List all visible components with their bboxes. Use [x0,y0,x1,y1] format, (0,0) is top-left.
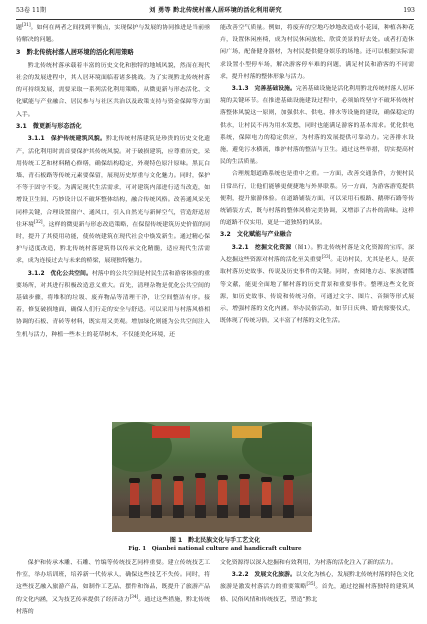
left-column [16,22,210,341]
paragraph-text: 。通过这些措施，黔北传统村落的 [16,596,211,615]
citation: [33] [321,254,331,260]
subsection-lead: 3.1.2 优化公共空间。 [27,270,92,277]
figure-photo [112,422,312,532]
citation: [35] [306,581,316,587]
paragraph-text: 完善基础设施是活化利用黔北传统村落人居环境的关键环节。在推进基础设施建设过程中，必须始终坚守不破坏传统村落整体风貌这一原则，加强供水、供电、排水等设施的建设，确保稳定的供水，让村民不再为用水发愁，同时也能满足游客的基本需求。优化供电系统，保障电力的稳定供应，为村落的发展提供可靠动力。完善排水设施，避免污水横流，维护村落的整洁与卫生。通过这些举措，切实提高村民的生活质量。 [220,86,415,166]
section-heading: 3 黔北传统村落人居环境的活化利用策略 [16,49,134,57]
citation: [34] [129,593,139,599]
paragraph [220,83,414,168]
subsection-lead: 3.1.1 保护传统建筑风貌。 [27,136,107,143]
paragraph-text: 文化资源得以深入挖掘和有效利用，为村落的活化注入了新的活力。 [220,560,397,566]
paragraph-text: 题 [16,25,22,31]
paragraph-text: 保护和传承木雕、石雕、竹编等传统技艺同样重要。建立传统技艺工作室，举办培训班，培养新一代传承人，确保这些技艺不失传。同时，将这些技艺融入旅游产品，如制作工艺品、摆件和饰品，既提升了旅游产品的文化内涵，又为技艺传承提供了经济动力 [16,560,210,603]
bottom-left-column [16,557,210,618]
figure-caption-cn: 图 1 黔北民族文化与手工艺文化 [169,537,261,544]
paragraph [220,569,414,606]
figure-1 [16,422,414,554]
subsection-lead: 3.2.1 挖掘文化资源 [231,245,292,252]
paragraph [220,22,414,83]
subsection-lead: 3.1.3 完善基础设施。 [231,86,296,93]
paragraph [220,168,414,229]
paragraph [220,242,414,327]
paragraph [220,557,414,569]
figure-caption-en: Fig. 1 Qianbei national culture and handicraft culture [128,546,302,552]
paragraph [16,60,210,121]
issue-label: 53卷 11期 [16,7,47,14]
paragraph [16,22,210,46]
paragraph-text: 。首先，通过挖掘村落独特的建筑风格、民俗风情和传统技艺，塑造“黔北 [220,584,414,603]
paragraph [16,268,210,341]
section-heading: 3.2 文化赋能与产业融合 [220,231,292,239]
paragraph-text: （图1）。黔北传统村落是文化资源的宝库，深入挖掘这些资源对村落的活化至关重要 [220,245,414,264]
section-heading: 3.1 微更新与形态活化 [16,122,82,130]
citation: [32] [33,218,43,224]
paragraph-text: 黔北传统村落承载着丰富的历史文化和独特的地域风貌，然而在现代社会的发展进程中，其人居环境面临着诸多挑战。为了实现黔北传统村落的可持续发展，需要采取一系列活化利用策略，从微更新与形态活化、文化赋能与产业融合、居民参与与社区共治以及政策支持与资金保障等方面入手。 [16,62,210,118]
subsection-lead: 3.2.2 发展文化旅游。 [231,572,296,579]
paragraph-text: 以文化为核心，发展黔北传统村落的特色文化旅游是激发村落活力的重要策略 [220,572,415,591]
right-column [220,22,414,327]
page-header [16,5,415,17]
page-number: 193 [403,7,415,14]
paragraph-text: 黔北传统村落建筑是珍贵的历史文化遗产，活化利用时需首要保护其传统风貌。对于破损建筑，应尊重历史，采用传统工艺和材料精心修缮，确保结构稳定，外观特色原汁原味。黑瓦白墙、青石板路等传统元素要保留，展现历史厚重与文化魅力。同时，保护不等于固守不变。为满足现代生活需求，可对建筑内部进行适当改造，如增设卫生间、巧妙设计以不破坏整体结构，融合传统风格。改善通风采光同样关键，合理设置窗户、通风口，引入自然光与新鲜空气，营造舒适居住环境 [16,136,210,228]
bottom-right-column [220,557,414,606]
paragraph-text: 。如何在两者之间找到平衡点，实现保护与发展的协同推进是当前亟待解决的问题。 [16,25,211,44]
citation: [31] [21,22,31,27]
paragraph-text: 能改善空气质量。例如，将废弃的空地巧妙地改造成小花园，种植各种花卉，设置休闲座椅，成为村民休闲放松、欣赏美景的好去处。或者打造休闲广场，配备健身器材，为村民提供健身娱乐的场地。还可以根据实际需求设置小型停车场，解决游客停车难的问题，满足村民和游客的不同需求，提升村落的整体形象与活力。 [220,25,414,80]
paragraph-text: 合理规划道路系统也是重中之重。一方面，改善交通条件，方便村民日常出行，让他们能够更便捷地与外界联系。另一方面，为游客游览提供便利，提升旅游体验。在道路铺装方面，可以采用石板路、鹅卵石路等传统铺装方式，既与村落的整体风格完美协调，又增添了古朴的韵味。这样的道路不仅实用，更是一道独特的风景。 [220,171,414,227]
paragraph-text: 。这样的微更新与形态改造策略，在保留传统建筑历史价值的同时，提升了其使用功能，使传统建筑在现代社会中焕发新生。通过精心保护与适度改造，黔北传统村落建筑得以传承文化精髓，适应现代生活需求，成为连接过去与未来的桥梁，展现独特魅力。 [16,221,211,265]
header-rule [16,19,414,20]
running-title: 刘 勇等 黔北传统村落人居环境的活化利用研究 [149,7,282,14]
paragraph [16,557,210,618]
paragraph-text: 村落中的公共空间是村民生活和游客体验的重要场所，对其进行积极改造意义重大。首先，清理杂物是优化公共空间的基础步骤，将堆积的垃圾、废弃物品等清理干净，让空间整洁有序。接着，修复破损地面，确保人们行走的安全与舒适。可以采用与村落风格相协调的石板、青砖等材料，既实用又美观。增加绿化则能为公共空间注入生机与活力，种植一些本土的花草树木，不仅能美化环境，还 [16,270,211,338]
paragraph [16,133,210,267]
paragraph-text: 。走访村民，尤其是老人，是获取村落历史故事、传说及历史事件的关键。同时，查阅地方志、家族谱牒等文献，能更全面地了解村落的历史背景和重要事件。整理这些文化资源，如历史故事、传说和传统习俗，可通过文字、图片、音频等形式展示，增强村落的文化内涵。举办民俗活动，如节日庆典、婚丧嫁娶仪式，既体现了传统习俗，又丰富了村落的文化生活。 [220,257,415,325]
